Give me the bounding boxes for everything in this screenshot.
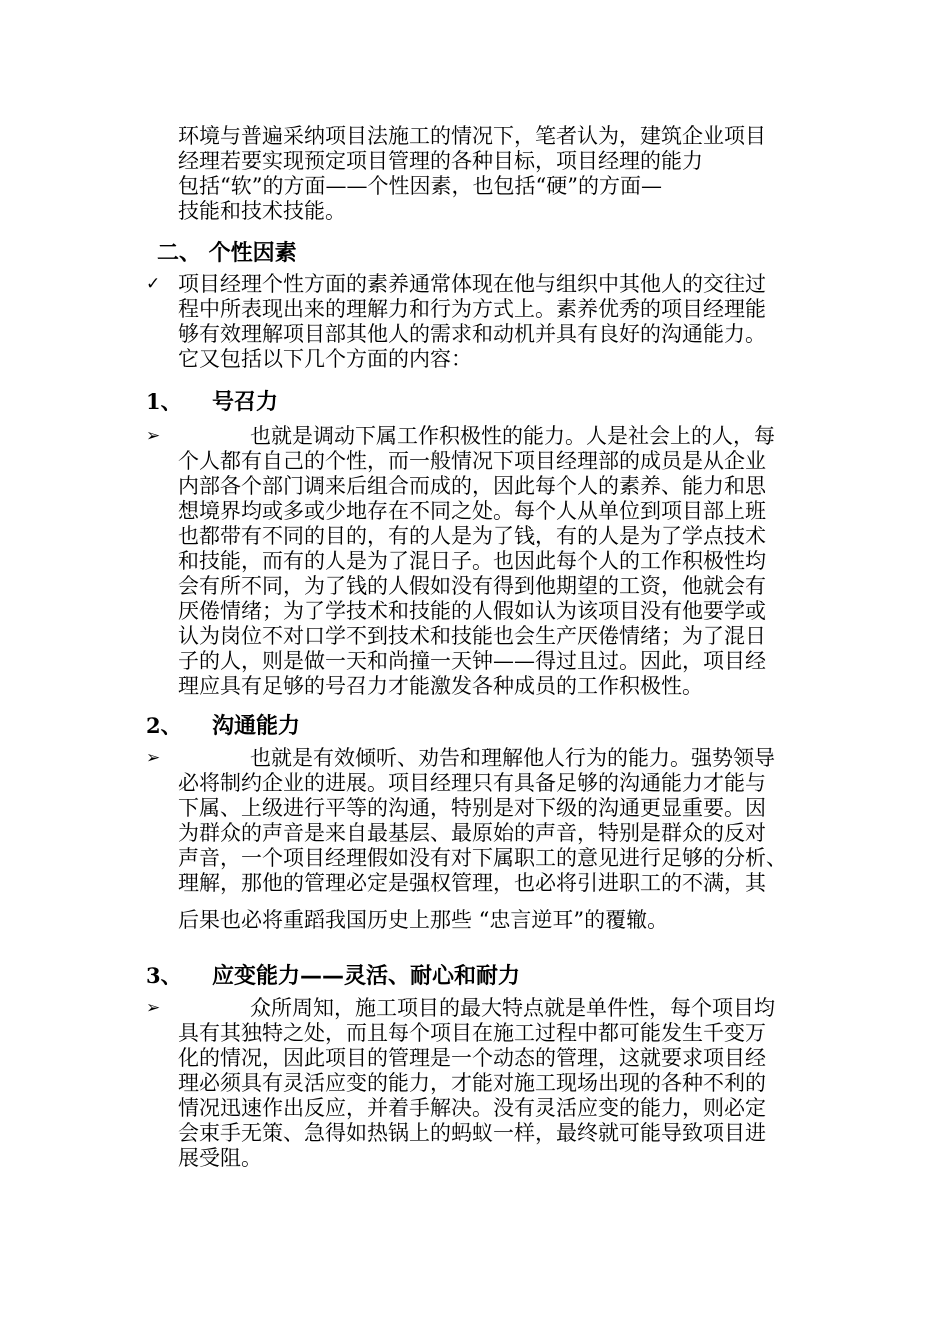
paragraph-line: 众所周知，施工项目的最大特点就是单件性，每个项目均	[250, 996, 775, 1020]
paragraph-line: 也就是调动下属工作积极性的能力。人是社会上的人，每	[250, 424, 775, 448]
paragraph-line: 个人都有自己的个性，而一般情况下项目经理部的成员是从企业	[178, 449, 766, 473]
checkmark-icon: ✓	[146, 274, 161, 294]
paragraph-line: 够有效理解项目部其他人的需求和动机并具有良好的沟通能力。	[178, 322, 766, 346]
item-title: 沟通能力	[212, 714, 301, 739]
paragraph-line: 后果也必将重蹈我国历史上那些 “忠言逆耳”的覆辙。	[178, 908, 669, 932]
paragraph-line: 具有其独特之处，而且每个项目在施工过程中都可能发生千变万	[178, 1021, 766, 1045]
paragraph-line: 情况迅速作出反应，并着手解决。没有灵活应变的能力，则必定	[178, 1096, 766, 1120]
item-number: 2、	[146, 713, 182, 738]
paragraph-line: 厌倦情绪；为了学技术和技能的人假如认为该项目没有他要学或	[178, 599, 766, 623]
paragraph-line: 子的人，则是做一天和尚撞一天钟——得过且过。因此，项目经	[178, 649, 766, 673]
paragraph-line: 它又包括以下几个方面的内容：	[178, 347, 472, 371]
paragraph-line: 想境界均或多或少地存在不同之处。每个人从单位到项目部上班	[178, 499, 766, 523]
item-title: 应变能力——灵活、耐心和耐力	[212, 964, 521, 989]
intro-line: 环境与普遍采纳项目法施工的情况下，笔者认为，建筑企业项目	[178, 124, 766, 148]
paragraph-line: 展受阻。	[178, 1146, 262, 1170]
paragraph-line: 会束手无策、急得如热锅上的蚂蚁一样，最终就可能导致项目进	[178, 1121, 766, 1145]
paragraph-line: 和技能，而有的人是为了混日子。也因此每个人的工作积极性均	[178, 549, 766, 573]
intro-line: 技能和技术技能。	[178, 199, 346, 223]
paragraph-line: 理应具有足够的号召力才能激发各种成员的工作积极性。	[178, 674, 703, 698]
paragraph-line: 为群众的声音是来自最基层、最原始的声音，特别是群众的反对	[178, 821, 766, 845]
arrow-bullet-icon: ➢	[146, 998, 161, 1018]
paragraph-line: 下属、上级进行平等的沟通，特别是对下级的沟通更显重要。因	[178, 796, 766, 820]
paragraph-line: 会有所不同，为了钱的人假如没有得到他期望的工资，他就会有	[178, 574, 766, 598]
paragraph-line: 必将制约企业的进展。项目经理只有具备足够的沟通能力才能与	[178, 771, 766, 795]
paragraph-line: 程中所表现出来的理解力和行为方式上。素养优秀的项目经理能	[178, 297, 766, 321]
arrow-bullet-icon: ➢	[146, 748, 161, 768]
arrow-bullet-icon: ➢	[146, 426, 161, 446]
paragraph-line: 项目经理个性方面的素养通常体现在他与组织中其他人的交往过	[178, 272, 766, 296]
paragraph-line: 声音，一个项目经理假如没有对下属职工的意见进行足够的分析、	[178, 846, 787, 870]
paragraph-line: 理必须具有灵活应变的能力，才能对施工现场出现的各种不利的	[178, 1071, 766, 1095]
paragraph-line: 化的情况，因此项目的管理是一个动态的管理，这就要求项目经	[178, 1046, 766, 1070]
intro-paragraph	[178, 124, 766, 224]
paragraph-line: 理解，那他的管理必定是强权管理，也必将引进职工的不满，其	[178, 871, 766, 895]
item-paragraph	[178, 746, 787, 896]
item-number: 3、	[146, 963, 182, 988]
paragraph-line: 认为岗位不对口学不到技术和技能也会生产厌倦情绪；为了混日	[178, 624, 766, 648]
paragraph-line: 也都带有不同的目的，有的人是为了钱，有的人是为了学点技术	[178, 524, 766, 548]
paragraph-line: 内部各个部门调来后组合而成的，因此每个人的素养、能力和思	[178, 474, 766, 498]
intro-line: 经理若要实现预定项目管理的各种目标，项目经理的能力	[178, 149, 703, 173]
paragraph-line: 也就是有效倾听、劝告和理解他人行为的能力。强势领导	[250, 746, 775, 770]
item-title: 号召力	[212, 390, 279, 415]
item-paragraph-tail	[178, 908, 668, 933]
section-heading: 二、 个性因素	[157, 241, 297, 266]
item-paragraph	[178, 424, 775, 699]
section-paragraph	[178, 272, 766, 372]
item-number: 1、	[146, 389, 182, 414]
intro-line: 包括“软”的方面——个性因素，也包括“硬”的方面—	[178, 174, 662, 198]
item-paragraph	[178, 996, 775, 1171]
